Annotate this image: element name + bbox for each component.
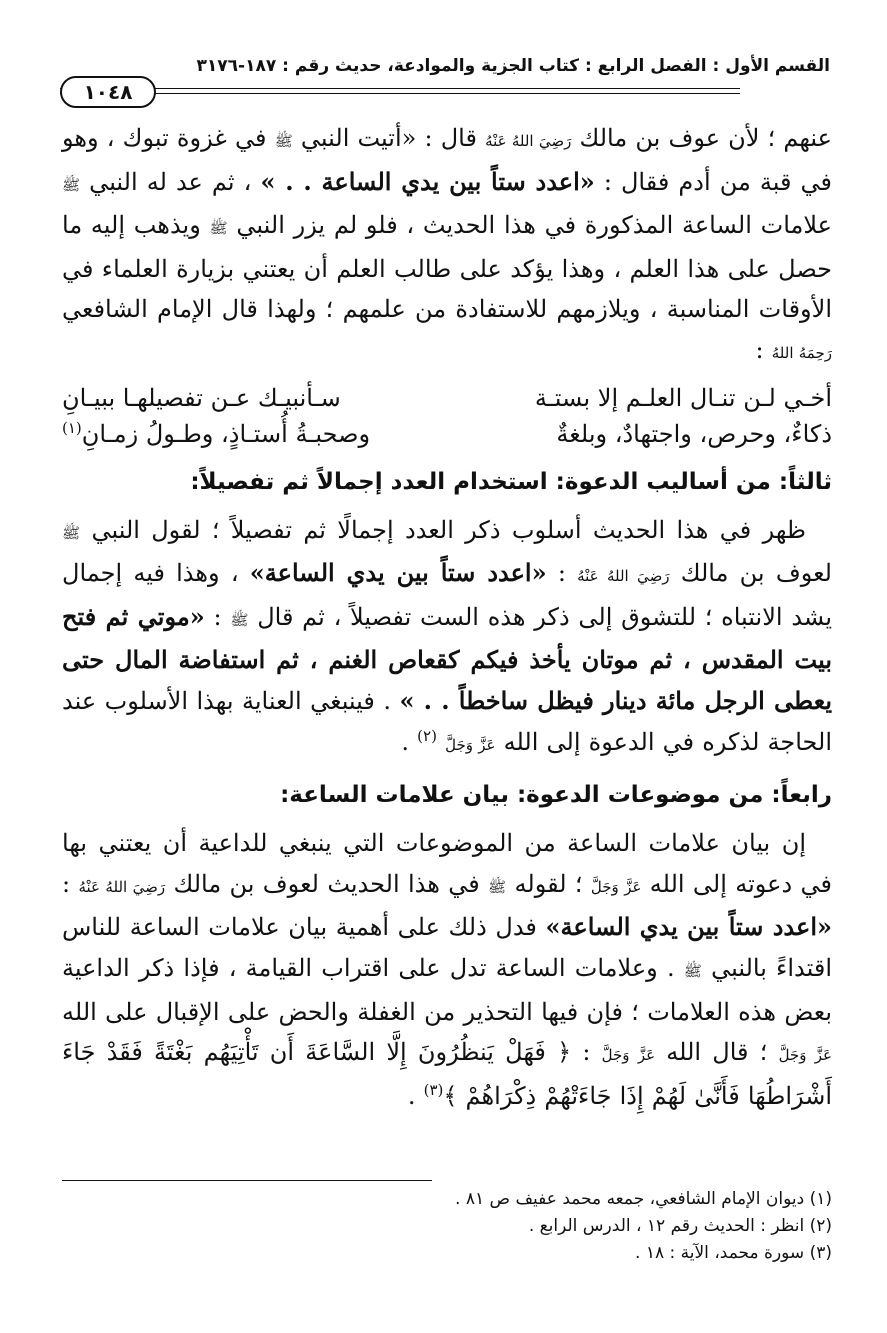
bold-quote: «اعدد ستاً بين يدي الساعة» xyxy=(545,912,832,942)
honorific-ligature: ﷺ xyxy=(209,219,228,238)
section-heading: ثالثاً: من أساليب الدعوة: استخدام العدد إجمالاً ثم تفصيلاً: xyxy=(190,468,832,495)
running-title: القسم الأول : الفصل الرابع : كتاب الجزية والموادعة، حديث رقم : ١٨٧-٣١٧٦ xyxy=(196,56,830,76)
footnote: (٢) انظر : الحديث رقم ١٢ ، الدرس الرابع . xyxy=(528,1216,832,1236)
honorific-ligature: ﷺ xyxy=(230,610,249,629)
honorific-ligature: رَضِيَ اللهُ عَنْهُ xyxy=(485,132,572,150)
page-number: ١٠٤٨ xyxy=(60,76,156,108)
header-rule xyxy=(60,93,740,94)
bold-quote: «اعدد ستاً بين يدي الساعة» xyxy=(249,558,547,588)
honorific-ligature: ﷺ xyxy=(274,132,293,150)
text-run: . فينبغي العناية بهذا الأسلوب عند الحاجة لذكره في الدعوة إلى الله xyxy=(62,686,832,756)
text-run: : xyxy=(755,335,772,364)
text-run: ، ثم عد له النبي xyxy=(80,167,261,196)
footnote-marker: (١) xyxy=(62,418,82,437)
poem-line xyxy=(62,416,832,452)
honorific-ligature: عَزَّ وَجَلَّ xyxy=(445,735,496,754)
text-run: قال : «أتيت النبي xyxy=(292,124,486,152)
text-run: ، وهذا فيه إجمال يشد الانتباه ؛ للتشوق إلى ذكر هذه الست تفصيلاً ، ثم قال xyxy=(62,559,832,631)
honorific-ligature: رَضِيَ اللهُ عَنْهُ xyxy=(577,567,670,586)
text-run: . xyxy=(401,727,418,756)
poem-hemistich: أخـي لـن تنـال العلـم إلا بستـة xyxy=(534,383,832,412)
honorific-ligature: ﷺ xyxy=(62,523,81,542)
text-run: : xyxy=(62,869,79,898)
text-run: ويذهب إليه ما حصل على هذا العلم ، وهذا يؤكد على طالب العلم أن يعتني بزيارة العلماء في الأوقات المناسبة ، ويلازمهم للاستفادة من علمهم ؛ ولهذا قال الإمام الشافعي xyxy=(62,211,832,324)
text-run: . وعلامات الساعة تدل على اقتراب القيامة ، فإذا ذكر الداعية بعض هذه العلامات ؛ فإن فيها التحذير من الغفلة والحض على الإقبال على الله xyxy=(62,953,832,1026)
text-run: إن بيان علامات الساعة من الموضوعات التي ينبغي للداعية أن يعتني بها في دعوته إلى الله xyxy=(62,829,832,898)
poem-line xyxy=(62,380,832,416)
honorific-ligature: عَزَّ وَجَلَّ xyxy=(778,1046,833,1065)
paragraph xyxy=(62,823,832,1116)
honorific-ligature: رَضِيَ اللهُ عَنْهُ xyxy=(78,877,166,896)
text-run: عنهم ؛ لأن عوف بن مالك xyxy=(571,124,832,152)
poem-hemistich: وصحبـةُ أُستـاذٍ، وطـولُ زمـانِ xyxy=(81,419,371,448)
text-run: في غزوة تبوك ، وهو في قبة من أدم فقال : xyxy=(62,124,832,196)
honorific-ligature: عَزَّ وَجَلَّ xyxy=(601,1046,656,1065)
text-run: فدل ذلك على أهمية بيان علامات الساعة للناس اقتداءً بالنبي xyxy=(62,913,832,982)
honorific-ligature: ﷺ xyxy=(62,175,81,194)
section-heading: رابعاً: من موضوعات الدعوة: بيان علامات الساعة: xyxy=(280,782,832,809)
poem-hemistich-group xyxy=(62,416,370,452)
poem-hemistich: سـأنبيـك عـن تفصيلهـا ببيـانِ xyxy=(62,383,341,412)
text-run: ظهر في هذا الحديث أسلوب ذكر العدد إجمالًا ثم تفصيلاً ؛ لقول النبي xyxy=(80,515,806,544)
text-run: ؛ لقوله xyxy=(506,869,591,898)
text-run: . xyxy=(407,1081,424,1110)
header-rule xyxy=(60,88,740,89)
text-run: علامات الساعة المذكورة في هذا الحديث ، فلو لم يزر النبي xyxy=(227,211,832,240)
text-run: : xyxy=(204,602,231,631)
poem xyxy=(62,380,832,452)
footnote: (١) ديوان الإمام الشافعي، جمعه محمد عفيف ص ٨١ . xyxy=(455,1189,832,1209)
footnote-rule xyxy=(62,1180,432,1181)
honorific-ligature: ﷺ xyxy=(683,961,702,980)
body-text xyxy=(62,118,832,1116)
text-run: : ﴿ فَهَلْ يَنظُرُونَ إِلَّا السَّاعَةَ أَن تَأْتِيَهُم بَغْتَةً فَقَدْ جَاءَ أَشْرَاطُهَا فَأَنَّىٰ لَهُمْ إِذَا جَاءَتْهُمْ ذِكْرَاهُمْ ﴾ xyxy=(62,1038,832,1110)
text-run: في هذا الحديث لعوف بن مالك xyxy=(165,869,489,898)
footnote-marker: (٣) xyxy=(423,1080,444,1099)
honorific-ligature: عَزَّ وَجَلَّ xyxy=(590,877,642,896)
text-run: : xyxy=(546,559,578,588)
paragraph xyxy=(62,118,832,374)
bold-quote: «موتي ثم فتح بيت المقدس ، ثم موتان يأخذ فيكم كقعاص الغنم ، ثم استفاضة المال حتى يعطى الرجل مائة دينار فيظل ساخطاً . . » xyxy=(62,601,832,715)
honorific-ligature: رَحِمَهُ اللهُ xyxy=(771,343,832,362)
running-header xyxy=(60,48,830,104)
text-run xyxy=(437,728,445,756)
poem-hemistich-group xyxy=(556,416,832,452)
paragraph xyxy=(62,510,832,766)
footnote-marker: (٢) xyxy=(417,726,437,745)
bold-quote: «اعدد ستاً بين يدي الساعة . . » xyxy=(260,166,595,196)
text-run: لعوف بن مالك xyxy=(669,559,832,588)
poem-hemistich: ذكاءٌ، وحرص، واجتهادٌ، وبلغةٌ xyxy=(556,419,832,448)
footnotes xyxy=(62,1186,832,1267)
footnote: (٣) سورة محمد، الآية : ١٨ . xyxy=(635,1243,832,1263)
text-run: ؛ قال الله xyxy=(655,1038,779,1067)
honorific-ligature: ﷺ xyxy=(488,877,507,896)
